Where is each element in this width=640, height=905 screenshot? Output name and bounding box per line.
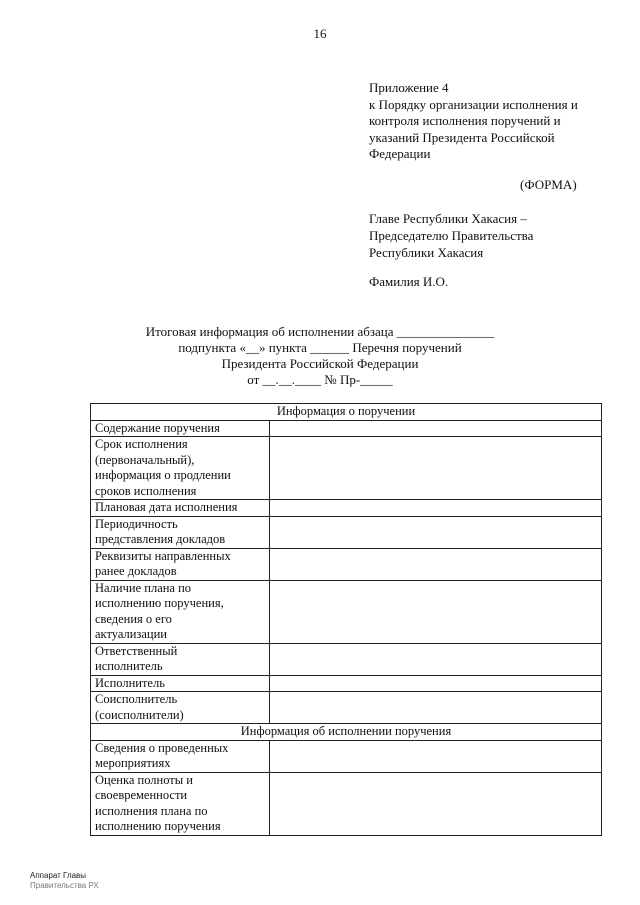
recipient-line: Главе Республики Хакасия –	[369, 211, 527, 226]
section-header-row	[91, 724, 602, 741]
section-header-row	[91, 404, 602, 421]
appendix-line: к Порядку организации исполнения и	[369, 96, 578, 112]
row-label	[91, 420, 270, 437]
row-value-cell[interactable]	[270, 437, 602, 500]
row-label-line: Срок исполнения	[95, 437, 188, 451]
section-header: Информация о поручении	[91, 404, 602, 421]
row-label-line: Оценка полноты и	[95, 772, 193, 787]
row-label-line: Ответственный	[95, 643, 178, 658]
row-label-line: информация о продлении	[95, 468, 231, 482]
row-label-line: сведения о его	[95, 611, 172, 626]
row-label-line: исполнитель	[95, 659, 163, 673]
row-value-cell[interactable]	[270, 548, 602, 580]
title-line: подпункта «__» пункта ______ Перечня поручений	[178, 340, 462, 355]
title-line: от __.__.____ № Пр-_____	[247, 372, 393, 387]
row-label	[91, 643, 270, 675]
table-row	[91, 643, 602, 675]
row-label-line: Соисполнитель	[95, 692, 178, 706]
section-header: Информация об исполнении поручения	[91, 724, 602, 741]
archive-stamp	[30, 871, 99, 891]
row-label	[91, 500, 270, 517]
row-label-line: Исполнитель	[95, 675, 165, 690]
table-row	[91, 772, 602, 835]
row-label-line: (первоначальный),	[95, 452, 195, 467]
recipient-line: Председателю Правительства	[369, 228, 534, 243]
title-line: Президента Российской Федерации	[221, 356, 419, 371]
row-label-line: Наличие плана по	[95, 580, 192, 595]
appendix-line: контроля исполнения поручений и	[369, 113, 561, 128]
row-label-line: Плановая дата исполнения	[95, 500, 238, 514]
row-label-line: сроков исполнения	[95, 483, 197, 498]
row-label	[91, 516, 270, 548]
table-row	[91, 516, 602, 548]
table-row	[91, 548, 602, 580]
row-value-cell[interactable]	[270, 420, 602, 437]
appendix-line: указаний Президента Российской	[369, 129, 555, 145]
row-value-cell[interactable]	[270, 643, 602, 675]
row-label-line: представления докладов	[95, 532, 226, 546]
row-label-line: ранее докладов	[95, 564, 177, 578]
row-label-line: исполнения плана по	[95, 803, 208, 818]
row-label-line: Сведения о проведенных	[95, 740, 229, 755]
row-label	[91, 548, 270, 580]
form-label: (ФОРМА)	[520, 177, 577, 192]
row-label	[91, 692, 270, 724]
row-value-cell[interactable]	[270, 516, 602, 548]
row-label-line: своевременности	[95, 788, 188, 802]
table-row	[91, 580, 602, 643]
row-label-line: актуализации	[95, 627, 167, 641]
row-label	[91, 675, 270, 692]
row-value-cell[interactable]	[270, 692, 602, 724]
table-row	[91, 420, 602, 437]
row-label-line: исполнению поручения	[95, 819, 221, 833]
row-label	[91, 772, 270, 835]
table-row	[91, 740, 602, 772]
row-value-cell[interactable]	[270, 772, 602, 835]
row-label-line: Реквизиты направленных	[95, 548, 231, 563]
row-label-line: исполнению поручения,	[95, 596, 224, 610]
row-label-line: Содержание поручения	[95, 420, 220, 435]
row-label	[91, 580, 270, 643]
info-table	[90, 403, 602, 836]
page-number: 16	[313, 26, 327, 41]
appendix-header	[369, 80, 629, 163]
row-value-cell[interactable]	[270, 580, 602, 643]
row-value-cell[interactable]	[270, 500, 602, 517]
stamp-line: Правительства РХ	[30, 881, 99, 890]
stamp-line: Аппарат Главы	[30, 871, 87, 880]
recipient-name: Фамилия И.О.	[369, 274, 449, 289]
row-value-cell[interactable]	[270, 675, 602, 692]
row-label	[91, 740, 270, 772]
document-title	[120, 324, 520, 388]
appendix-line: Федерации	[369, 146, 431, 161]
row-label-line: Периодичность	[95, 516, 178, 531]
table-row	[91, 692, 602, 724]
table-row	[91, 437, 602, 500]
row-label	[91, 437, 270, 500]
row-label-line: мероприятиях	[95, 756, 171, 770]
table-row	[91, 675, 602, 692]
recipient-line: Республики Хакасия	[369, 245, 484, 260]
appendix-line: Приложение 4	[369, 80, 449, 95]
table-row	[91, 500, 602, 517]
recipient-block	[369, 210, 629, 261]
row-label-line: (соисполнители)	[95, 707, 184, 722]
title-line: Итоговая информация об исполнении абзаца _______________	[145, 324, 495, 339]
row-value-cell[interactable]	[270, 740, 602, 772]
